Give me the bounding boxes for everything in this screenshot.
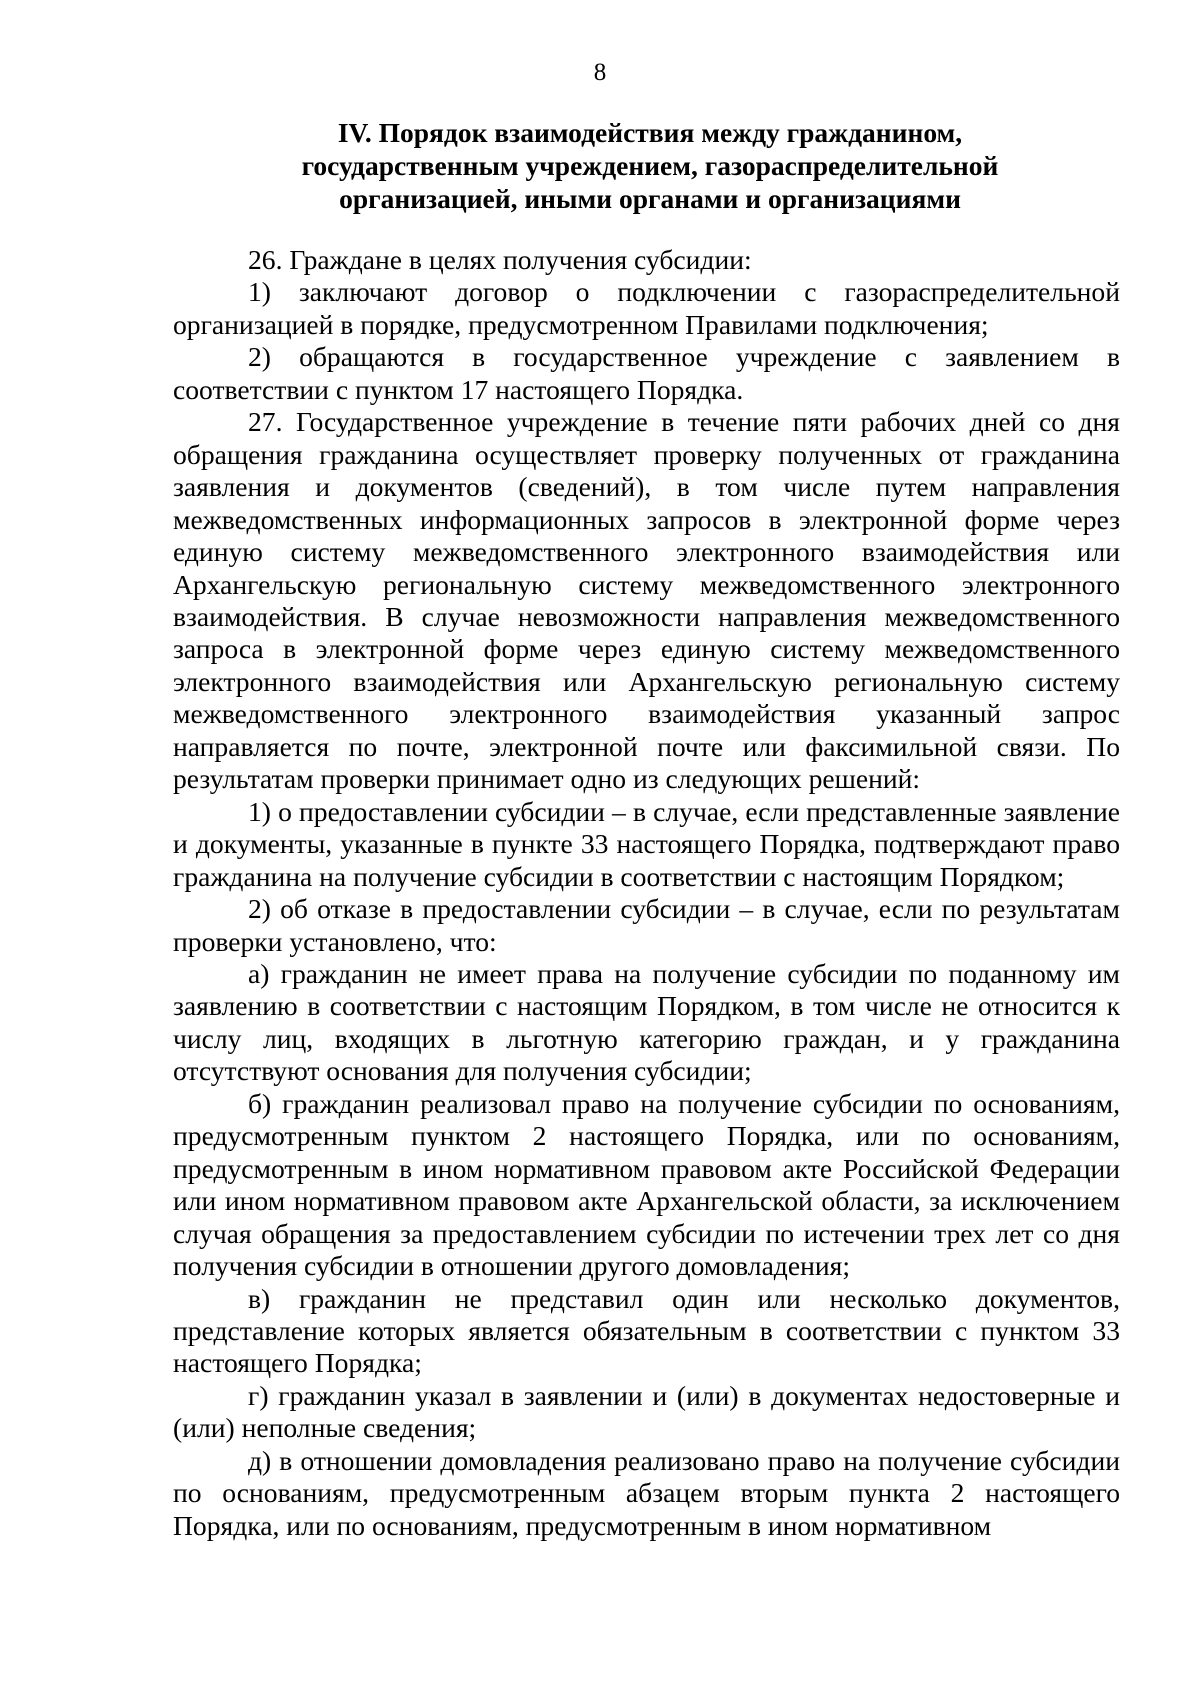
paragraph-26-item-2: 2) обращаются в государственное учреждение с заявлением в соответствии с пунктом 17 настоящего Порядка. [173, 341, 1120, 405]
section-heading [220, 116, 1080, 215]
subitem-g: г) гражданин указал в заявлении и (или) в документах недостоверные и (или) неполные сведения; [173, 1379, 1120, 1444]
subitem-v: в) гражданин не представил один или несколько документов, представление которых является обязательным в соответствии с пунктом 33 настоящего Порядка; [173, 1282, 1120, 1379]
page-number: 8 [593, 59, 607, 86]
heading-line-3: организацией, иными органами и организациями [339, 183, 961, 214]
paragraph-27-item-1: 1) о предоставлении субсидии – в случае, если представленные заявление и документы, указанные в пункте 33 настоящего Порядка, подтверждают право гражданина на получение субсидии в соответствии с настоящим Порядком; [173, 795, 1120, 892]
paragraph-26-item-1: 1) заключают договор о подключении с газораспределительной организацией в порядке, предусмотренном Правилами подключения; [173, 276, 1120, 340]
heading-line-1: IV. Порядок взаимодействия между гражданином, [337, 117, 963, 148]
paragraph-27-item-2: 2) об отказе в предоставлении субсидии – в случае, если по результатам проверки установлено, что: [173, 893, 1120, 957]
subitem-b: б) гражданин реализовал право на получение субсидии по основаниям, предусмотренным пунктом 2 настоящего Порядка, или по основаниям, предусмотренным в ином нормативном правовом акте Российской Федерации или ином нормативном правовом акте Архангельской области, за исключением случая обращения за предоставлением субсидии по истечении трех лет со дня получения субсидии в отношении другого домовладения; [173, 1087, 1120, 1282]
heading-line-2: государственным учреждением, газораспределительной [301, 150, 999, 181]
paragraph-27: 27. Государственное учреждение в течение пяти рабочих дней со дня обращения гражданина осуществляет проверку полученных от гражданина заявления и документов (сведений), в том числе путем направления межведомственных информационных запросов в электронной форме через единую систему межведомственного электронного взаимодействия или Архангельскую региональную систему межведомственного электронного взаимодействия. В случае невозможности направления межведомственного запроса в электронной форме через единую систему межведомственного электронного взаимодействия или Архангельскую региональную систему межведомственного электронного взаимодействия указанный запрос направляется по почте, электронной почте или факсимильной связи. По результатам проверки принимает одно из следующих решений: [173, 406, 1120, 795]
document-body [173, 244, 1120, 1542]
subitem-a: а) гражданин не имеет права на получение субсидии по поданному им заявлению в соответствии с настоящим Порядком, в том числе не относится к числу лиц, входящих в льготную категорию граждан, и у гражданина отсутствуют основания для получения субсидии; [173, 957, 1120, 1087]
subitem-d: д) в отношении домовладения реализовано право на получение субсидии по основаниям, предусмотренным абзацем вторым пункта 2 настоящего Порядка, или по основаниям, предусмотренным в ином нормативном [173, 1444, 1120, 1541]
paragraph-26: 26. Граждане в целях получения субсидии: [248, 244, 752, 275]
